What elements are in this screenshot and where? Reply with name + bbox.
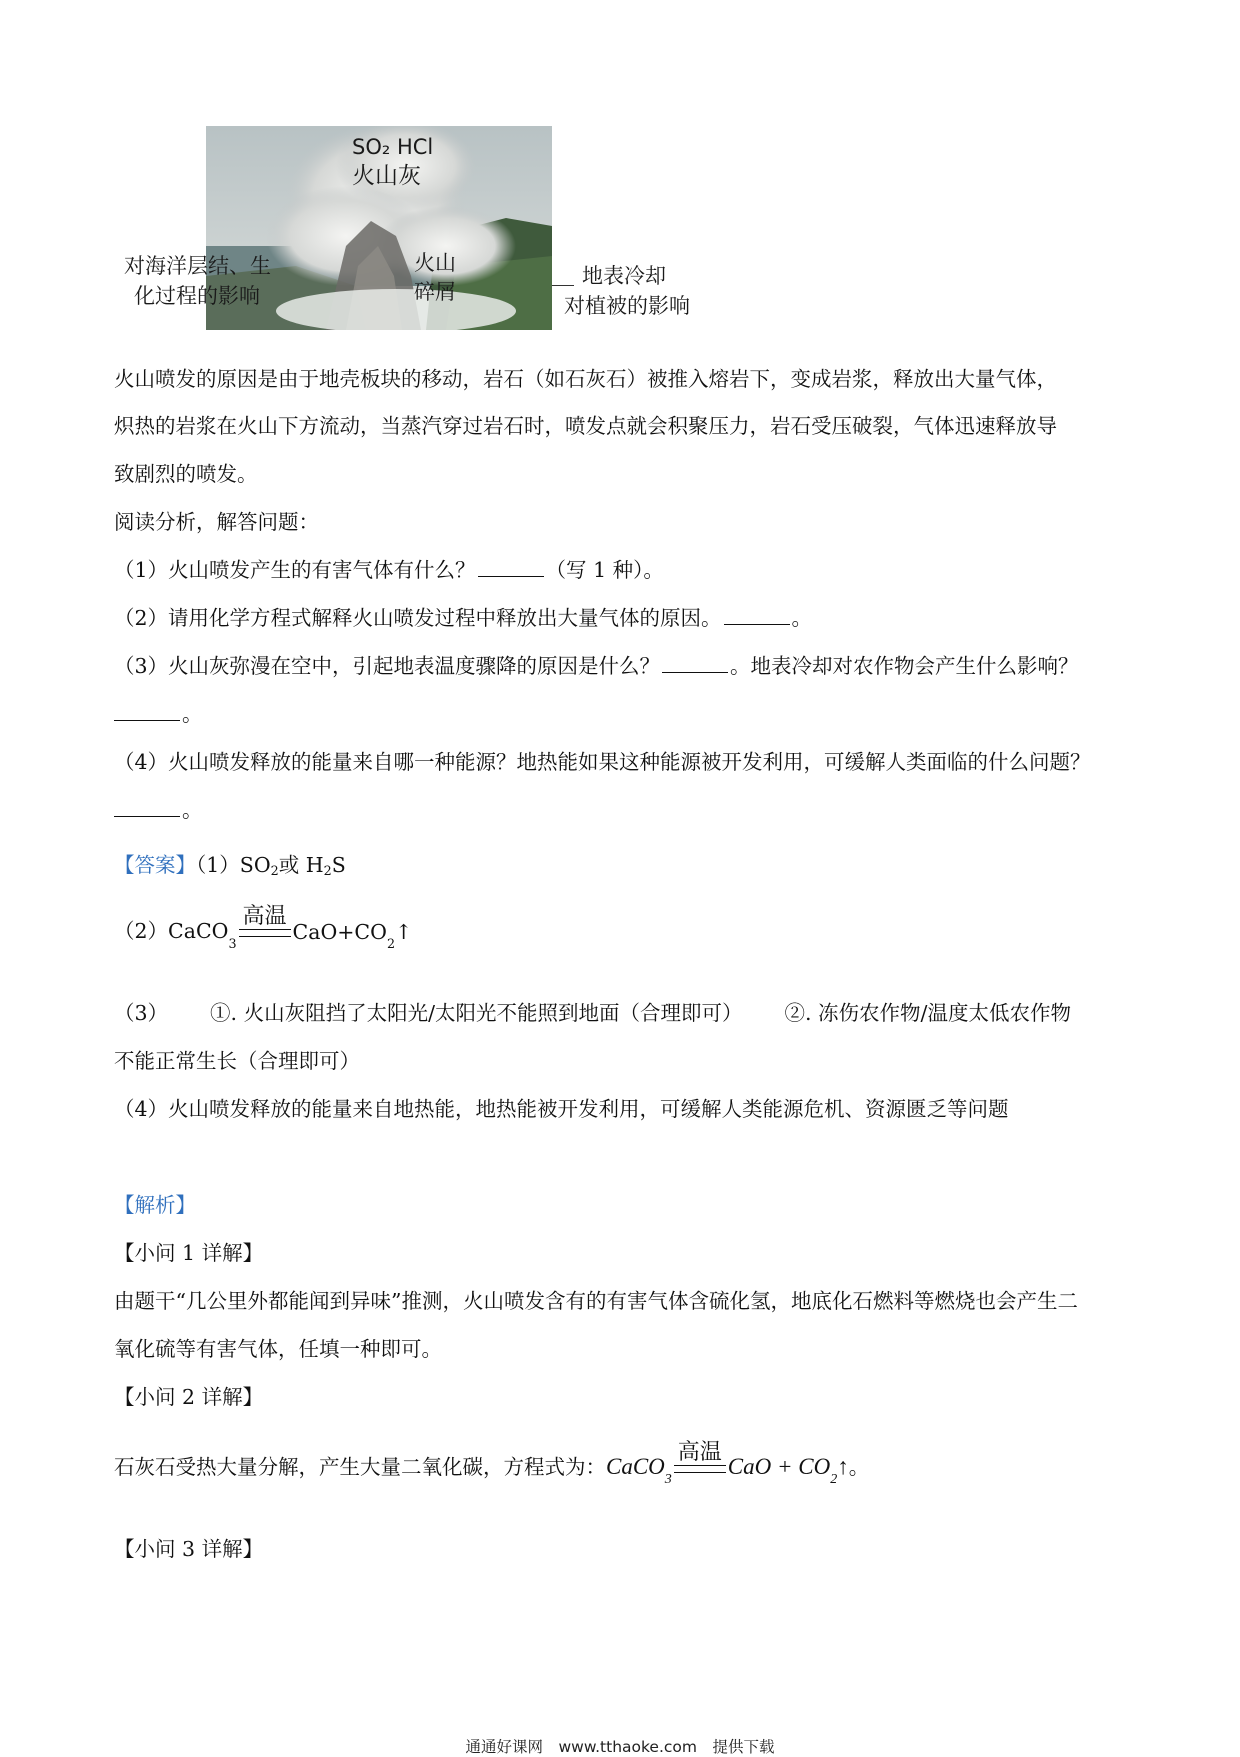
intro-prompt: 阅读分析，解答问题： — [114, 510, 319, 534]
answer-2-equation: （2）CaCO 3 高温 CaO+CO 2 ↑ — [114, 904, 413, 951]
ocean-label-1: 对海洋层结、生 — [124, 254, 271, 278]
question-4-continued: 。 — [114, 797, 1134, 823]
analysis-1-line-1: 由题干“几公里外都能闻到异味”推测，火山喷发含有的有害气体含硫化氢，地底化石燃料等燃烧也会产生二 — [114, 1289, 1078, 1313]
reaction-condition: 高温 — [674, 1465, 726, 1480]
sub-question-2-heading: 【小问 2 详解】 — [114, 1385, 264, 1409]
answer-4: （4）火山喷发释放的能量来自地热能，地热能被开发利用，可缓解人类能源危机、资源匮乏等问题 — [114, 1097, 1009, 1121]
intro-line-1: 火山喷发的原因是由于地壳板块的移动，岩石（如石灰石）被推入熔岩下，变成岩浆，释放出大量气体， — [114, 367, 1057, 391]
question-3: （3）火山灰弥漫在空中，引起地表温度骤降的原因是什么？ 。地表冷却对农作物会产生什么影响？ — [114, 654, 1079, 678]
answer-blank — [114, 798, 180, 817]
ocean-label-2: 化过程的影响 — [134, 284, 260, 308]
answer-1: 【答案】$(1)SO_2$或 $H_2S$ — [114, 853, 346, 879]
cooling-leader-line — [552, 285, 574, 286]
question-3-continued: 。 — [114, 701, 1134, 727]
reaction-condition: 高温 — [239, 929, 291, 944]
page-footer: 通通好课网 www.tthaoke.com 提供下载 — [465, 1738, 775, 1756]
intro-line-2: 炽热的岩浆在火山下方流动，当蒸汽穿过岩石时，喷发点就会积聚压力，岩石受压破裂，气体迅速释放导 — [114, 414, 1057, 438]
answer-3-continued: 不能正常生长（合理即可） — [114, 1049, 360, 1073]
answer-blank — [724, 606, 790, 625]
analysis-1-line-2: 氧化硫等有害气体，任填一种即可。 — [114, 1337, 442, 1361]
analysis-tag: 【解析】 — [114, 1193, 196, 1217]
gases-label: SO₂ HCl — [352, 135, 434, 159]
double-line — [239, 929, 291, 937]
double-line — [674, 1465, 726, 1473]
analysis-2-equation: 石灰石受热大量分解，产生大量二氧化碳，方程式为： CaCO 3 高温 CaO + CO 2 ↑ 。 — [114, 1440, 870, 1487]
answer-blank — [114, 702, 180, 721]
question-1: （1）火山喷发产生的有害气体有什么？ （写 1 种）。 — [114, 558, 664, 582]
answer-tag: 【答案】 — [114, 853, 196, 877]
intro-line-3: 致剧烈的喷发。 — [114, 462, 258, 486]
sub-question-3-heading: 【小问 3 详解】 — [114, 1537, 264, 1561]
question-4: （4）火山喷发释放的能量来自哪一种能源？地热能如果这种能源被开发利用，可缓解人类面临的什么问题？ — [114, 750, 1091, 774]
answer-blank — [662, 654, 728, 673]
ash-label: 火山灰 — [352, 163, 421, 189]
cooling-label-1: 地表冷却 — [582, 264, 666, 288]
question-2: （2）请用化学方程式解释火山喷发过程中释放出大量气体的原因。 。 — [114, 606, 813, 630]
debris-label-1: 火山 — [414, 251, 456, 275]
answer-blank — [478, 558, 544, 577]
sub-question-1-heading: 【小问 1 详解】 — [114, 1241, 264, 1265]
cooling-label-2: 对植被的影响 — [564, 294, 690, 318]
answer-3: （3） ①. 火山灰阻挡了太阳光/太阳光不能照到地面（合理即可） ②. 冻伤农作物/温度太低农作物 — [114, 1001, 1071, 1025]
debris-label-2: 碎屑 — [414, 280, 456, 304]
